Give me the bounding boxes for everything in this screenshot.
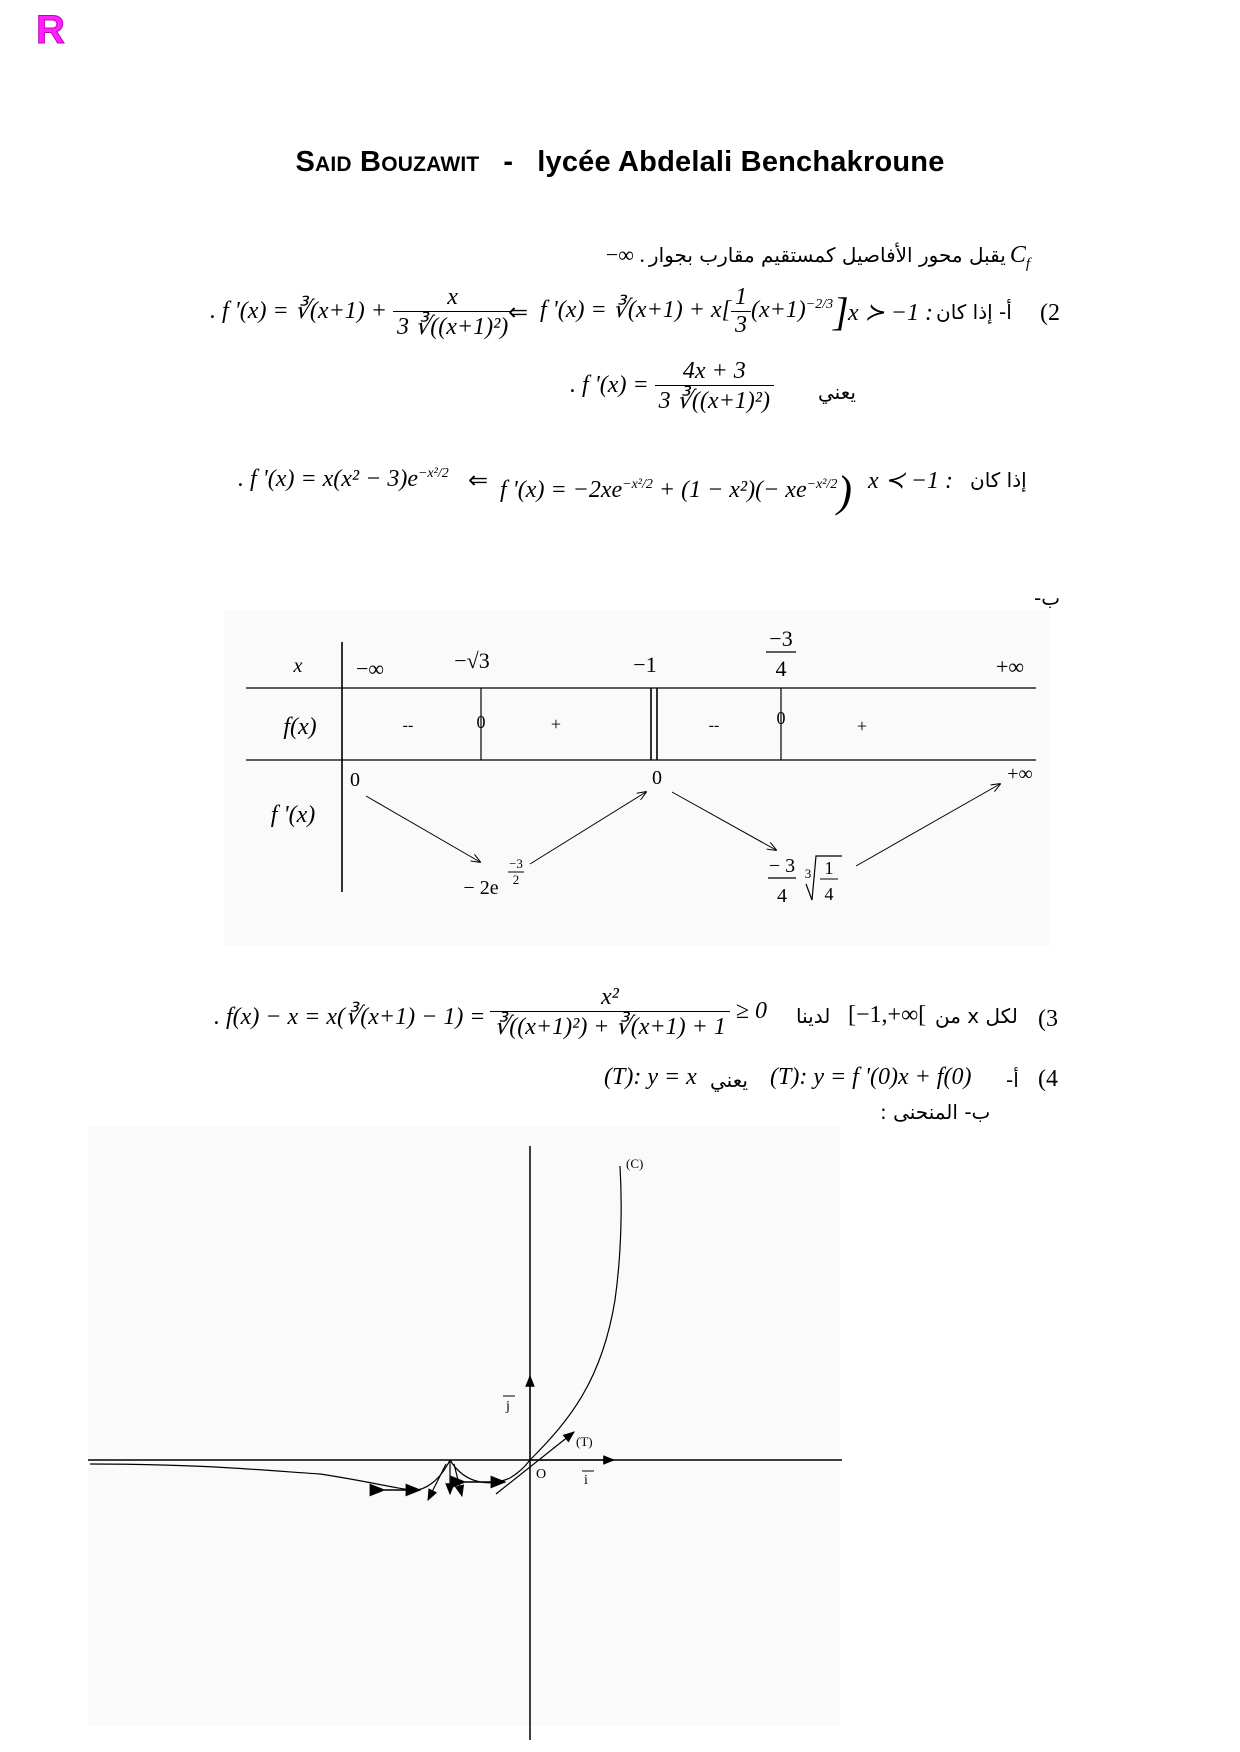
value-min2-den: 4 <box>777 885 787 907</box>
q3-inequality: $\frac{\text{x²}}{\text{∛((x+1)²) + ∛(x+1) + 1}}$ ≥ 0 <box>490 984 767 1041</box>
logo: R <box>36 8 65 52</box>
value-end: +∞ <box>1007 763 1033 785</box>
value-mid: 0 <box>652 767 662 789</box>
q2-yaani: يعني <box>818 380 856 404</box>
value-min2-root-den: 4 <box>824 884 834 904</box>
x-minus-sqrt3: −√3 <box>454 648 490 673</box>
value-min1-exp-num: −3 <box>509 856 523 871</box>
table-x-label: x <box>293 655 303 677</box>
x-minus-one: −1 <box>633 652 657 677</box>
value-min2-root-index: 3 <box>804 866 812 881</box>
q4-yaani: يعني <box>710 1068 748 1092</box>
tangent-label: (T) <box>576 1434 593 1449</box>
sign-3: -- <box>708 717 720 734</box>
half-tangent-left <box>428 1464 446 1500</box>
i-label: i <box>584 1473 588 1488</box>
q2-eq2: . f '(x) = $\frac{4x + 3}{\text{3 ∛((x+1)²)}}$ <box>570 358 774 415</box>
q2-eq1-result: . f '(x) = ∛(x+1) + $\frac{x}{\text{3 ∛((x+1)²)}}$ <box>210 284 512 341</box>
j-label: j <box>506 1399 510 1414</box>
value-min2-num: − 3 <box>768 855 796 877</box>
q2-cond2: x ≺ −1 : <box>868 468 953 494</box>
q3-number: (3 <box>1038 1006 1058 1032</box>
tangent-line <box>496 1432 574 1494</box>
q3-left: . f(x) − x = x(∛(x+1) − 1) = <box>214 1004 486 1030</box>
sign-4: + <box>856 716 868 736</box>
x-minus-infinity: −∞ <box>355 656 385 681</box>
x-plus-infinity: +∞ <box>995 654 1025 679</box>
asymptote-tail: −∞ . <box>605 242 645 267</box>
q2-eq3: f '$(x) = -2xe^{-x^2/2} + (1 - x^2)(- xe^{-x^2/2})$ <box>500 467 853 516</box>
q3-interval: [−1,+∞[ <box>848 1002 927 1028</box>
x-frac-num: −3 <box>769 626 793 651</box>
q4-tangent-general: (T): y = f '(0)x + f(0) <box>770 1064 972 1090</box>
q2-number: (2 <box>1040 300 1060 326</box>
q3-text2: لدينا <box>796 1004 831 1028</box>
x-frac-den: 4 <box>775 656 787 681</box>
q2-part-a-label: أ- إذا كان <box>936 300 1012 324</box>
curve-left-branch <box>90 1460 450 1490</box>
sign-zero-1: 0 <box>476 712 486 732</box>
header-separator: - <box>503 146 514 178</box>
q2-cond1: x ≻ −1 : <box>848 300 933 326</box>
table-row3-label: f '(x) <box>270 802 316 828</box>
q2-part-b-label: ب- <box>1034 586 1061 610</box>
asymptote-text: يقبل محور الأفاصيل كمستقيم مقارب بجوار <box>648 243 1006 267</box>
value-start: 0 <box>350 769 360 791</box>
half-tangent-right <box>454 1464 462 1496</box>
q2-implies: ⇐ <box>508 300 529 326</box>
q2-eq1: f '(x) = ∛(x+1) + x[ $\frac{1}{3}$ $(x+1)^{-2/3}$] <box>540 284 849 338</box>
origin-label: O <box>536 1467 547 1482</box>
author-name: SAID BOUZAWIT <box>295 146 480 178</box>
q2-implies-2: ⇐ <box>468 468 489 494</box>
curve-symbol: $C_f$ <box>1009 242 1030 272</box>
value-min2-root-num: 1 <box>824 858 834 878</box>
q4-part-b: ب- المنحنى : <box>880 1100 991 1124</box>
curve-label: (C) <box>626 1156 644 1171</box>
sign-zero-2: 0 <box>776 708 786 728</box>
table-row2-label: f(x) <box>283 714 317 740</box>
value-min1-coef: − 2e <box>463 877 499 899</box>
curve-right-branch <box>450 1166 621 1483</box>
sign-1: -- <box>402 717 414 734</box>
q4-number: (4 <box>1038 1066 1058 1092</box>
q2-eq3-result: . f '$(x) = x(x^2 - 3)e^{-x^2/2}$ <box>238 466 449 492</box>
q3-text: لكل x من <box>935 1004 1018 1028</box>
q2-part-a2-label: إذا كان <box>970 468 1027 492</box>
q4-part-a: أ- <box>1006 1068 1019 1092</box>
sign-2: + <box>550 714 562 734</box>
q4-tangent: (T): y = x <box>604 1064 697 1090</box>
value-min1-exp-den: 2 <box>512 872 520 887</box>
school-name: lycée Abdelali Benchakroune <box>537 146 945 178</box>
